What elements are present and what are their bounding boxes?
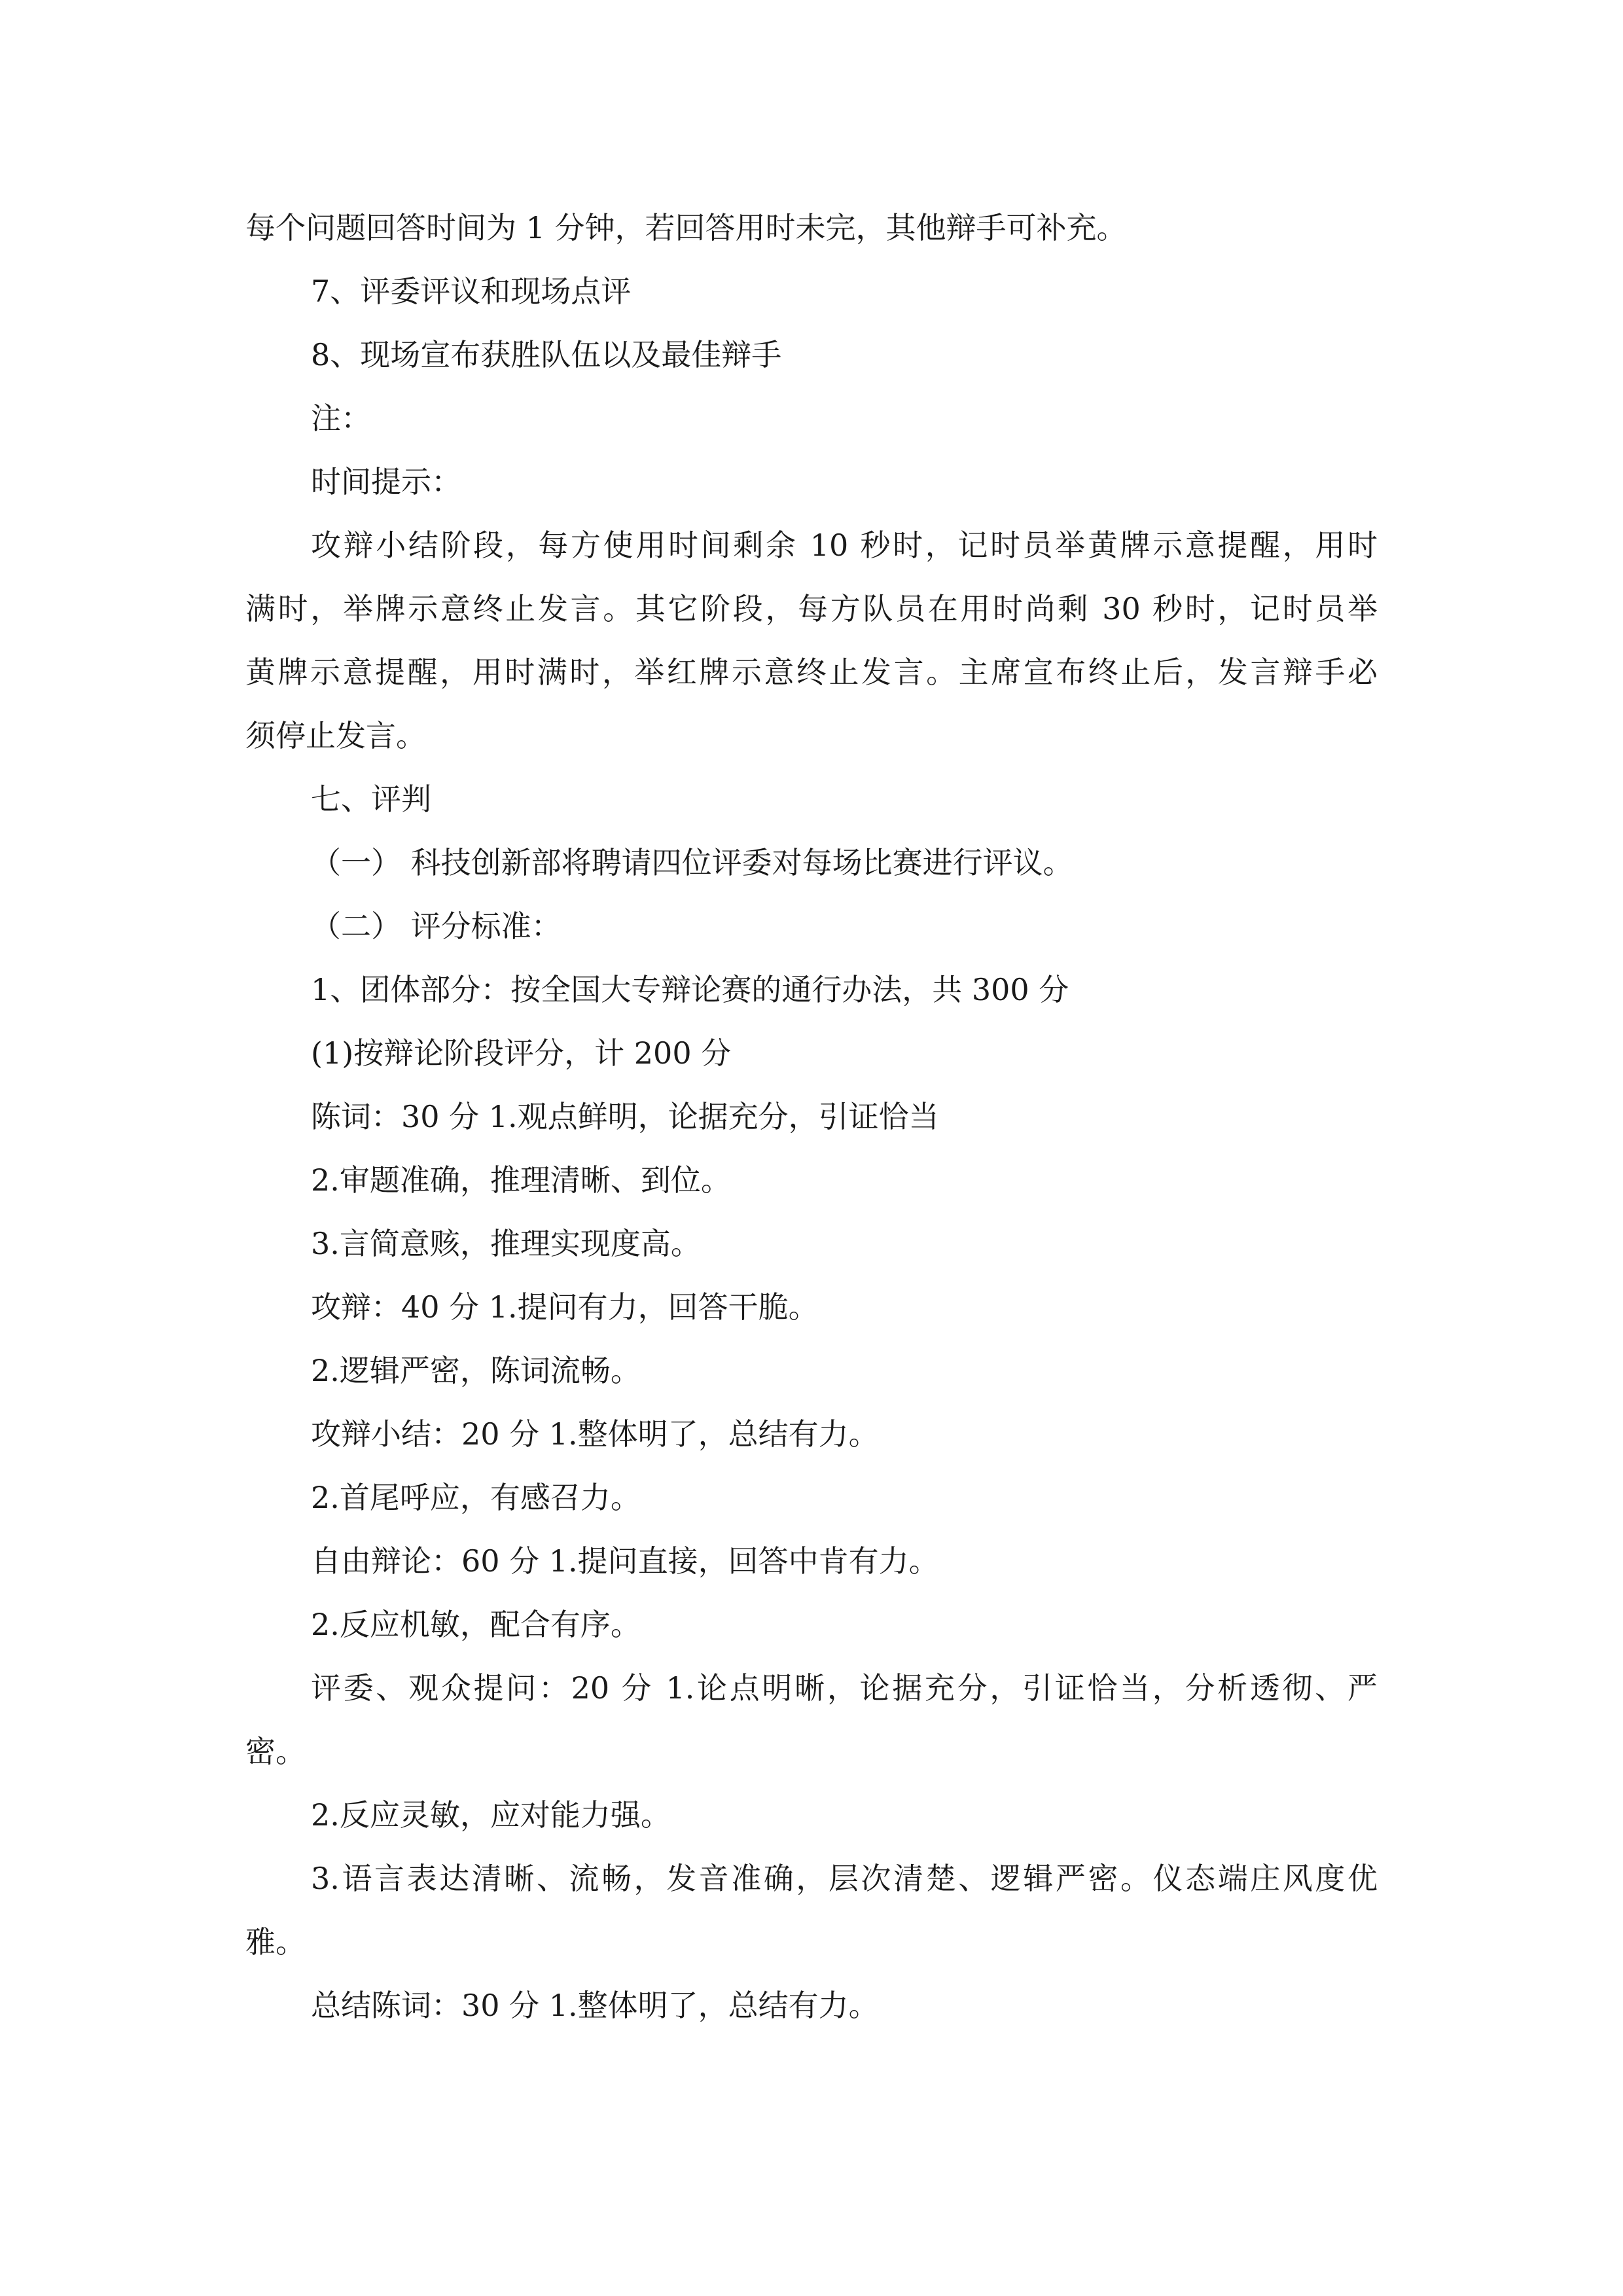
text-line: 陈词：30 分 1.观点鲜明，论据充分，引证恰当: [311, 1099, 939, 1134]
text-line: 2.逻辑严密，陈词流畅。: [311, 1353, 641, 1388]
text-line: 总结陈词：30 分 1.整体明了，总结有力。: [311, 1988, 879, 2023]
text-line: 2.反应机敏，配合有序。: [311, 1607, 641, 1642]
text-line: 注：: [311, 401, 371, 436]
text-line: 须停止发言。: [245, 718, 426, 753]
text-line: 自由辩论：60 分 1.提问直接，回答中肯有力。: [311, 1543, 939, 1579]
text-line: 2.首尾呼应，有感召力。: [311, 1480, 641, 1515]
text-line: 7、评委评议和现场点评: [311, 274, 632, 309]
text-line: 雅。: [245, 1924, 306, 1960]
text-line: 攻辩小结阶段，每方使用时间剩余 10 秒时，记时员举黄牌示意提醒，用时: [311, 528, 1378, 563]
text-line: （二） 评分标准：: [311, 908, 562, 944]
text-line: 1、团体部分：按全国大专辩论赛的通行办法，共 300 分: [311, 972, 1069, 1007]
text-line: （一） 科技创新部将聘请四位评委对每场比赛进行评议。: [311, 845, 1073, 880]
text-line: 每个问题回答时间为 1 分钟，若回答用时未完，其他辩手可补充。: [245, 210, 1127, 245]
text-line: 评委、观众提问：20 分 1.论点明晰，论据充分，引证恰当，分析透彻、严: [311, 1670, 1378, 1706]
text-line: 密。: [245, 1734, 306, 1769]
document-body: [245, 196, 1378, 2037]
text-line: 满时，举牌示意终止发言。其它阶段，每方队员在用时尚剩 30 秒时，记时员举: [245, 591, 1378, 626]
text-line: 攻辩：40 分 1.提问有力，回答干脆。: [311, 1289, 819, 1325]
text-line: 3.言简意赅，推理实现度高。: [311, 1226, 701, 1261]
text-line: 3.语言表达清晰、流畅，发音准确，层次清楚、逻辑严密。仪态端庄风度优: [311, 1861, 1378, 1896]
text-line: 七、评判: [311, 781, 431, 817]
text-line: 8、现场宣布获胜队伍以及最佳辩手: [311, 337, 782, 372]
text-line: 2.反应灵敏，应对能力强。: [311, 1797, 671, 1833]
text-line: (1)按辩论阶段评分，计 200 分: [311, 1035, 732, 1071]
text-line: 时间提示：: [311, 464, 461, 499]
text-line: 2.审题准确，推理清晰、到位。: [311, 1162, 731, 1198]
text-line: 攻辩小结：20 分 1.整体明了，总结有力。: [311, 1416, 879, 1452]
text-line: 黄牌示意提醒，用时满时，举红牌示意终止发言。主席宣布终止后，发言辩手必: [245, 655, 1378, 690]
